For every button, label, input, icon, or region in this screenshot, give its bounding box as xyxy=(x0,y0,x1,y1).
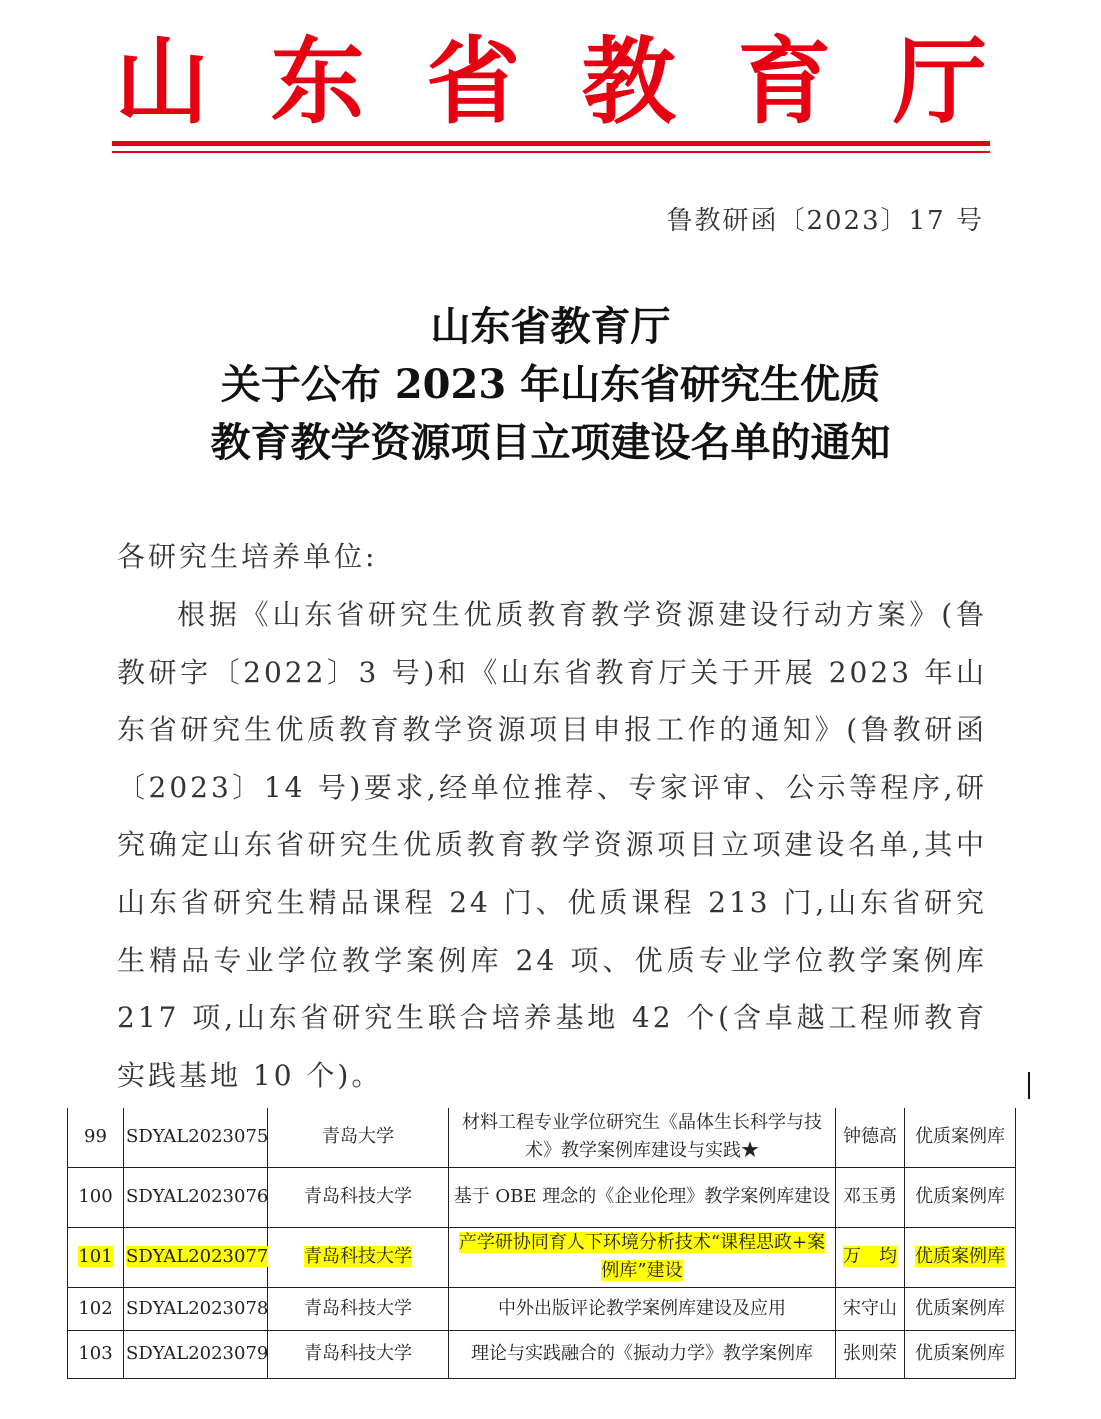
row-number xyxy=(68,1227,124,1287)
project-code: SDYAL2023076 xyxy=(124,1167,268,1227)
masthead-char: 厅 xyxy=(892,27,987,137)
project-name: 基于 OBE 理念的《企业伦理》教学案例库建设 xyxy=(449,1167,836,1227)
project-name: 中外出版评论教学案例库建设及应用 xyxy=(449,1287,836,1330)
masthead-title xyxy=(115,27,987,137)
project-leader: 宋守山 xyxy=(836,1287,905,1330)
project-code: SDYAL2023079 xyxy=(124,1330,268,1378)
masthead-char: 山 xyxy=(115,27,210,137)
project-name: 理论与实践融合的《振动力学》教学案例库 xyxy=(449,1330,836,1378)
table-row xyxy=(68,1287,1016,1330)
highlight-mark: 101 xyxy=(78,1246,113,1267)
table-row-highlighted xyxy=(68,1227,1016,1287)
masthead-char: 省 xyxy=(426,27,521,137)
project-type xyxy=(905,1227,1016,1287)
project-code: SDYAL2023078 xyxy=(124,1287,268,1330)
school-name: 青岛科技大学 xyxy=(268,1330,449,1378)
table-row xyxy=(68,1167,1016,1227)
masthead-char: 育 xyxy=(737,27,832,137)
masthead-char: 教 xyxy=(581,27,676,137)
project-type: 优质案例库 xyxy=(905,1167,1016,1227)
project-table xyxy=(67,1108,1016,1379)
highlight-mark: SDYAL2023077 xyxy=(126,1246,269,1267)
project-name: 材料工程专业学位研究生《晶体生长科学与技术》教学案例库建设与实践★ xyxy=(449,1108,836,1167)
document-title xyxy=(0,298,1101,472)
body-paragraph: 根据《山东省研究生优质教育教学资源建设行动方案》(鲁教研字〔2022〕3 号)和《山东省教育厅关于开展 2023 年山东省研究生优质教育教学资源项目申报工作的通知》(鲁教研函〔2023〕14 号)要求,经单位推荐、专家评审、公示等程序,研究确定山东省研究生优质教育教学资源项目立项建设名单,其中山东省研究生精品课程 24 门、优质课程 213 门,山东省研究生精品专业学位教学案例库 24 项、优质专业学位教学案例库 217 项,山东省研究生联合培养基地 42 个(含卓越工程师教育实践基地 10 个)。 xyxy=(117,598,987,1092)
school-name: 青岛科技大学 xyxy=(268,1287,449,1330)
row-number: 99 xyxy=(68,1108,124,1167)
title-line-3: 教育教学资源项目立项建设名单的通知 xyxy=(210,419,891,466)
project-type: 优质案例库 xyxy=(905,1287,1016,1330)
school-name: 青岛科技大学 xyxy=(268,1167,449,1227)
masthead-divider-thick xyxy=(112,141,990,146)
project-type: 优质案例库 xyxy=(905,1330,1016,1378)
row-number: 100 xyxy=(68,1167,124,1227)
text-cursor xyxy=(1028,1072,1030,1099)
school-name xyxy=(268,1227,449,1287)
title-line-1: 山东省教育厅 xyxy=(430,303,671,350)
masthead-char: 东 xyxy=(270,27,365,137)
project-name xyxy=(449,1227,836,1287)
row-number: 102 xyxy=(68,1287,124,1330)
masthead-divider-thin xyxy=(112,151,990,153)
project-leader: 钟德高 xyxy=(836,1108,905,1167)
document-number: 鲁教研函〔2023〕17 号 xyxy=(666,206,984,236)
salutation: 各研究生培养单位: xyxy=(117,540,378,573)
project-leader xyxy=(836,1227,905,1287)
highlight-mark: 青岛科技大学 xyxy=(304,1246,412,1267)
school-name: 青岛大学 xyxy=(268,1108,449,1167)
table-row xyxy=(68,1330,1016,1378)
project-code: SDYAL2023075 xyxy=(124,1108,268,1167)
project-type: 优质案例库 xyxy=(905,1108,1016,1167)
project-leader: 邓玉勇 xyxy=(836,1167,905,1227)
highlight-mark: 万 均 xyxy=(843,1246,897,1267)
title-line-2: 关于公布 2023 年山东省研究生优质 xyxy=(220,361,881,408)
table-row xyxy=(68,1108,1016,1167)
highlight-mark: 产学研协同育人下环境分析技术“课程思政+案例库”建设 xyxy=(458,1232,826,1281)
project-leader: 张则荣 xyxy=(836,1330,905,1378)
row-number: 103 xyxy=(68,1330,124,1378)
project-code xyxy=(124,1227,268,1287)
highlight-mark: 优质案例库 xyxy=(915,1246,1005,1267)
